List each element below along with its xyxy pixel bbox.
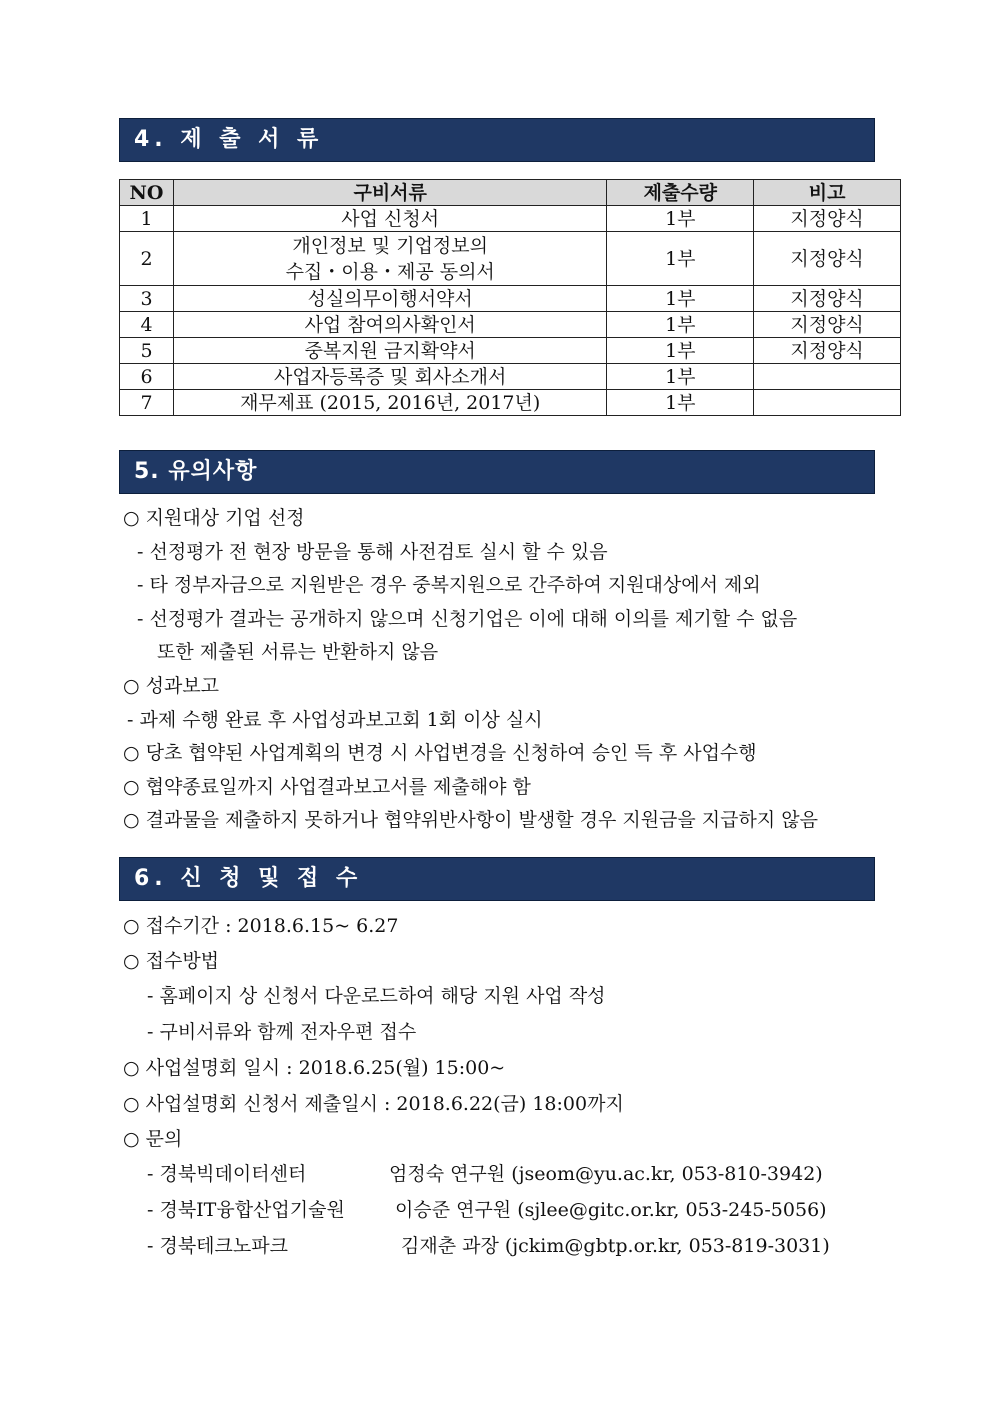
notice-item: ○ 성과보고 — [123, 675, 220, 697]
cell-note — [754, 364, 901, 390]
cell-no: 4 — [120, 312, 174, 338]
contact-person: 엄정숙 연구원 (jseom@yu.ac.kr, 053-810-3942) — [389, 1163, 823, 1185]
table-row — [120, 364, 901, 390]
table-row — [120, 338, 901, 364]
application-item: ○ 접수방법 — [123, 950, 220, 972]
cell-note: 지정양식 — [754, 206, 901, 232]
table-row — [120, 312, 901, 338]
notice-subitem-continued: 또한 제출된 서류는 반환하지 않음 — [157, 641, 439, 663]
cell-quantity: 1부 — [607, 364, 754, 390]
cell-quantity: 1부 — [607, 286, 754, 312]
col-header-note: 비고 — [754, 180, 901, 206]
contact-person: 김재춘 과장 (jckim@gbtp.or.kr, 053-819-3031) — [401, 1235, 830, 1257]
contact-org: - 경북빅데이터센터 — [147, 1163, 307, 1185]
col-header-document: 구비서류 — [173, 180, 606, 206]
cell-document — [173, 232, 606, 286]
section-5-header — [119, 450, 875, 494]
application-subitem: - 구비서류와 함께 전자우편 접수 — [147, 1021, 417, 1043]
cell-quantity: 1부 — [607, 390, 754, 416]
cell-note — [754, 390, 901, 416]
cell-quantity: 1부 — [607, 232, 754, 286]
cell-note: 지정양식 — [754, 232, 901, 286]
table-row — [120, 286, 901, 312]
notice-subitem: - 선정평가 결과는 공개하지 않으며 신청기업은 이에 대해 이의를 제기할 수 없음 — [137, 608, 798, 630]
cell-document: 사업 참여의사확인서 — [173, 312, 606, 338]
notice-item: ○ 협약종료일까지 사업결과보고서를 제출해야 함 — [123, 776, 531, 798]
cell-document: 재무제표 (2015, 2016년, 2017년) — [173, 390, 606, 416]
notice-subitem: - 타 정부자금으로 지원받은 경우 중복지원으로 간주하여 지원대상에서 제외 — [137, 574, 761, 596]
application-item: ○ 사업설명회 신청서 제출일시 : 2018.6.22(금) 18:00까지 — [123, 1093, 624, 1115]
notice-item: ○ 결과물을 제출하지 못하거나 협약위반사항이 발생할 경우 지원금을 지급하지 않음 — [123, 809, 818, 831]
cell-document-line1: 개인정보 및 기업정보의 — [292, 234, 488, 257]
section-5-title: 5. 유의사항 — [134, 459, 258, 484]
cell-note: 지정양식 — [754, 286, 901, 312]
cell-quantity: 1부 — [607, 312, 754, 338]
cell-document: 중복지원 금지확약서 — [173, 338, 606, 364]
section-4-title: 4. 제 출 서 류 — [134, 127, 324, 152]
application-item: ○ 문의 — [123, 1128, 183, 1150]
cell-document-line2: 수집・이용・제공 동의서 — [285, 260, 495, 283]
notice-item: ○ 당초 협약된 사업계획의 변경 시 사업변경을 신청하여 승인 득 후 사업수행 — [123, 742, 757, 764]
section-4-header — [119, 118, 875, 162]
section-6-title: 6. 신 청 및 접 수 — [134, 866, 363, 891]
cell-no: 5 — [120, 338, 174, 364]
table-row — [120, 232, 901, 286]
notice-subitem: - 선정평가 전 현장 방문을 통해 사전검토 실시 할 수 있음 — [137, 541, 608, 563]
col-header-no: NO — [120, 180, 174, 206]
application-item: ○ 접수기간 : 2018.6.15~ 6.27 — [123, 915, 399, 937]
cell-quantity: 1부 — [607, 206, 754, 232]
contact-org: - 경북테크노파크 — [147, 1235, 288, 1257]
table-row — [120, 390, 901, 416]
application-subitem: - 홈페이지 상 신청서 다운로드하여 해당 지원 사업 작성 — [147, 985, 606, 1007]
cell-no: 1 — [120, 206, 174, 232]
section-6-header — [119, 857, 875, 901]
cell-no: 6 — [120, 364, 174, 390]
col-header-quantity: 제출수량 — [607, 180, 754, 206]
documents-table — [119, 179, 901, 416]
table-header-row — [120, 180, 901, 206]
cell-no: 7 — [120, 390, 174, 416]
cell-document: 사업 신청서 — [173, 206, 606, 232]
cell-note: 지정양식 — [754, 338, 901, 364]
contact-org: - 경북IT융합산업기술원 — [147, 1199, 345, 1221]
cell-note: 지정양식 — [754, 312, 901, 338]
notice-item: ○ 지원대상 기업 선정 — [123, 507, 305, 529]
cell-no: 2 — [120, 232, 174, 286]
notice-subitem: - 과제 수행 완료 후 사업성과보고회 1회 이상 실시 — [127, 709, 543, 731]
cell-document: 성실의무이행서약서 — [173, 286, 606, 312]
cell-quantity: 1부 — [607, 338, 754, 364]
table-row — [120, 206, 901, 232]
cell-document: 사업자등록증 및 회사소개서 — [173, 364, 606, 390]
application-item: ○ 사업설명회 일시 : 2018.6.25(월) 15:00~ — [123, 1057, 506, 1079]
cell-no: 3 — [120, 286, 174, 312]
contact-person: 이승준 연구원 (sjlee@gitc.or.kr, 053-245-5056) — [395, 1199, 827, 1221]
